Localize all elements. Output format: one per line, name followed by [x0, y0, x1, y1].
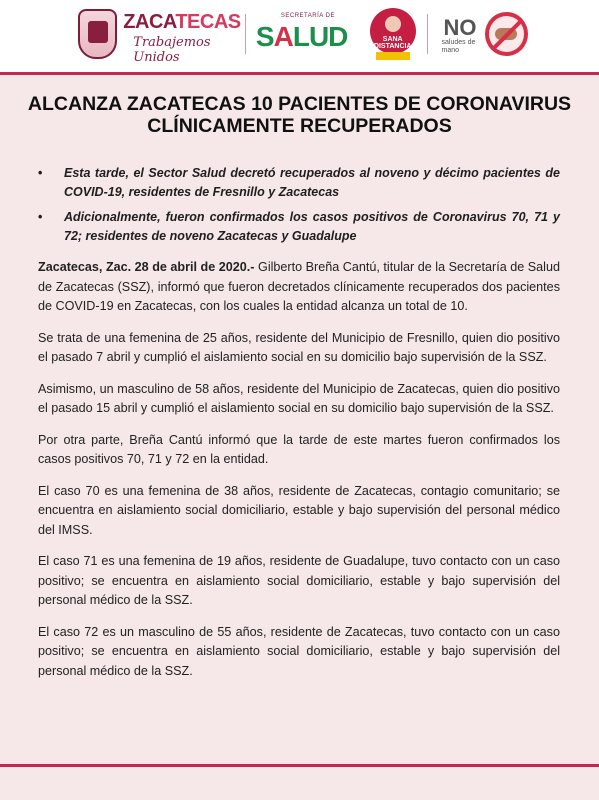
coat-of-arms-logo [78, 9, 117, 59]
salud-wordmark: SALUD [255, 21, 348, 52]
paragraph: El caso 70 es una femenina de 38 años, residente de Zacatecas, contagio comunitario; se encuentra en aislamiento social domiciliario, estable y bajo supervisión del personal médico del IMSS. [38, 483, 560, 537]
summary-bullets [38, 164, 560, 252]
no-handshake-text [440, 9, 481, 59]
zacatecas-logo [123, 9, 241, 65]
logo-separator [245, 14, 246, 54]
header-divider [0, 72, 599, 75]
paragraph-intro-text: Gilberto Breña Cantú, titular de la Secretaría de Salud de Zacatecas (SSZ), informó que fueron decretados clínicamente recuperados dos pacientes de COVID-19 en Zacatecas, con los cuales la entidad alcanza un total de 10. [38, 260, 560, 313]
paragraph: Se trata de una femenina de 25 años, residente del Municipio de Fresnillo, quien dio positivo el pasado 7 abril y cumplió el aislamiento social en su domicilio bajo supervisión de la SSZ. [38, 330, 560, 364]
page-title: ALCANZA ZACATECAS 10 PACIENTES DE CORONAVIRUS CLÍNICAMENTE RECUPERADOS [27, 93, 572, 137]
no-handshake-icon [485, 12, 528, 56]
secretaria-salud-logo [252, 9, 362, 59]
sana-distancia-logo [364, 6, 421, 62]
logo-separator [427, 14, 428, 54]
secretaria-label: SECRETARÍA DE [280, 13, 335, 19]
paragraph: Asimismo, un masculino de 58 años, residente del Municipio de Zacatecas, quien dio positivo el pasado 15 abril y cumplió el aislamiento social en su domicilio bajo supervisión de la SSZ. [38, 381, 560, 415]
no-label: NO [443, 15, 477, 40]
no-sub-label: saludes de mano [441, 39, 476, 54]
paragraph: Por otra parte, Breña Cantú informó que la tarde de este martes fueron confirmados los casos positivos 70, 71 y 72 en la entidad. [38, 432, 560, 466]
zacatecas-slogan: Trabajemos Unidos [133, 35, 211, 65]
paragraph: El caso 71 es una femenina de 19 años, residente de Guadalupe, tuvo contacto con un caso positivo; se encuentra en aislamiento social domiciliario, estable y bajo supervisión del personal médico de la SSZ. [38, 554, 560, 607]
zacatecas-wordmark: ZACATECAS [123, 11, 241, 33]
sana-distancia-label: SANA DISTANCIA [373, 36, 412, 50]
footer-divider [0, 764, 599, 767]
article-body [38, 258, 560, 693]
dateline: Zacatecas, Zac. 28 de abril de 2020.- [38, 260, 255, 274]
logo-bar [78, 6, 528, 65]
sana-distancia-ribbon [376, 52, 410, 60]
bullet-item: • Adicionalmente, fueron confirmados los casos positivos de Coronavirus 70, 71 y 72; residentes de noveno Zacatecas y Guadalupe [38, 208, 560, 246]
paragraph-intro [38, 258, 560, 317]
bullet-item: • Esta tarde, el Sector Salud decretó recuperados al noveno y décimo pacientes de COVID-19, residentes de Fresnillo y Zacatecas [38, 164, 560, 202]
header-band [0, 0, 599, 72]
paragraph: El caso 72 es un masculino de 55 años, residente de Zacatecas, tuvo contacto con un caso positivo; se encuentra en aislamiento social domiciliario, estable y bajo supervisión del personal médico de la SSZ. [38, 624, 560, 678]
